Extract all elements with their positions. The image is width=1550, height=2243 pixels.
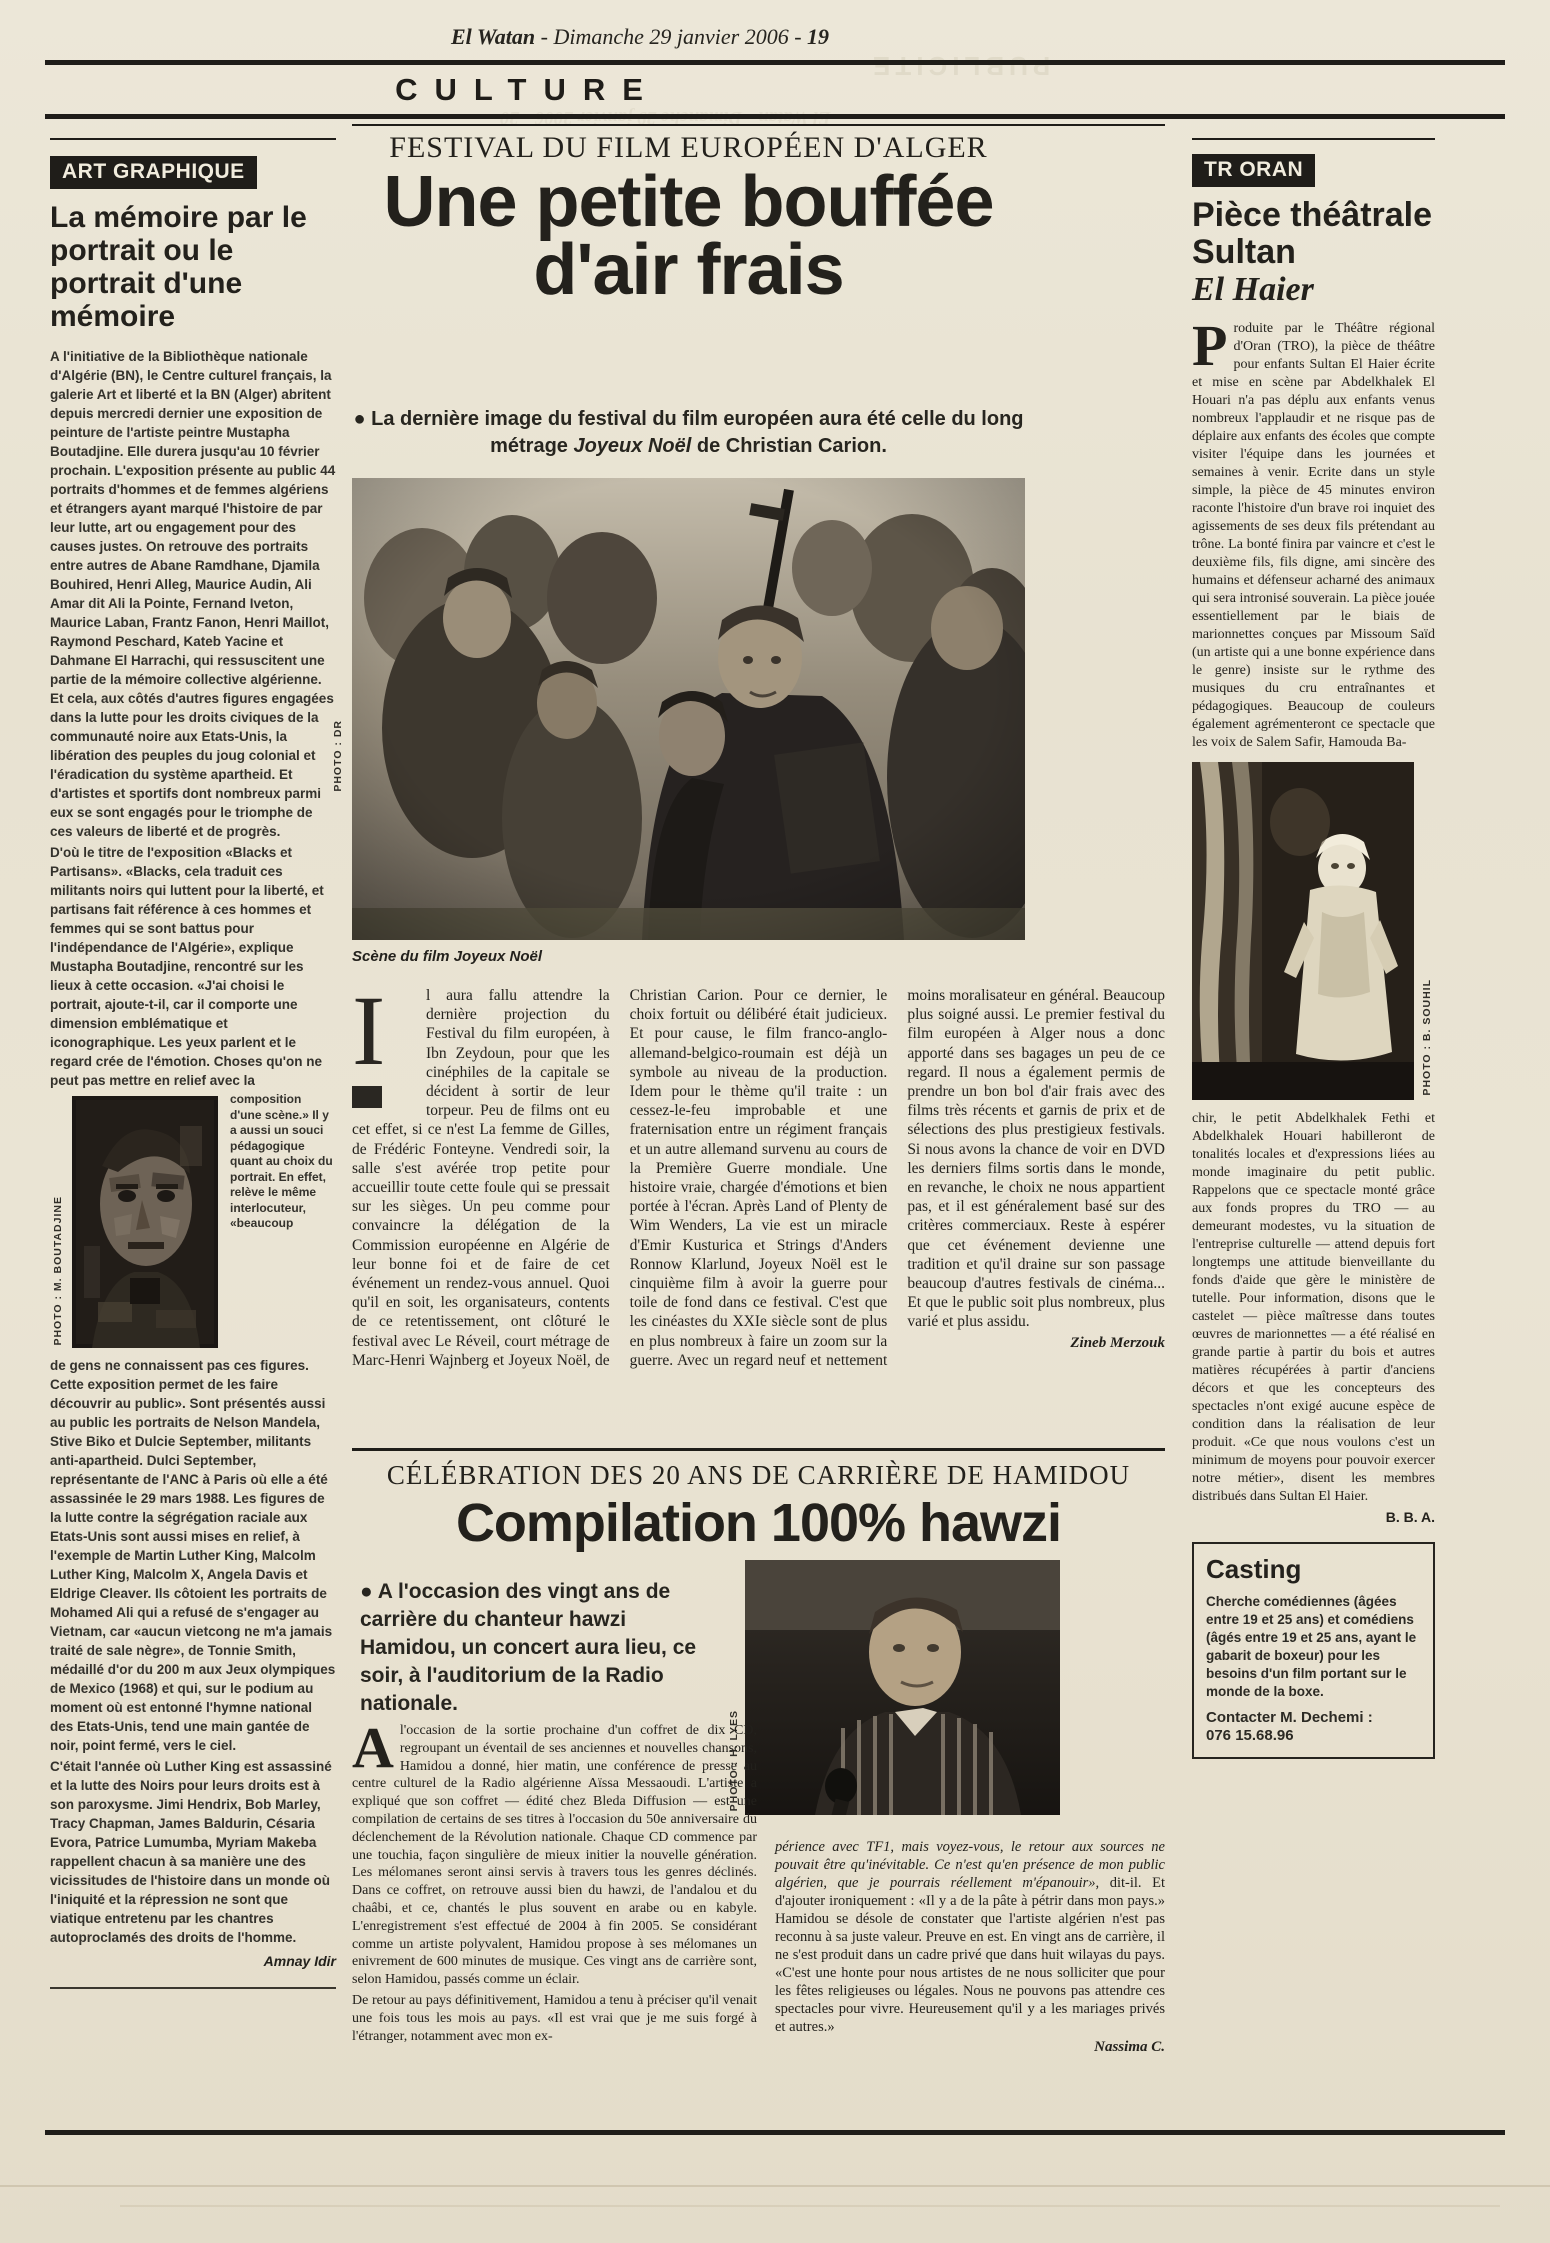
tr-oran-title-italic: El Haier xyxy=(1192,271,1314,308)
photo-credit: PHOTO : H. LYES xyxy=(728,1709,740,1811)
decorative-square xyxy=(352,1086,382,1108)
dropcap-letter: A xyxy=(352,1722,394,1780)
byline-nassima-c: Nassima C. xyxy=(1094,2039,1165,2055)
paragraph: de gens ne connaissent pas ces figures. Cette exposition permet de les faire découvrir au public». Sont présentés aussi au public les portraits de Nelson Mandela, Stive Biko et Dulcie September, militants anti-apartheid. Dulci September, représentante de l'ANC à Paris où elle a été assassinée le 29 mars 1988. Les figures de la lutte contre la ségrégation raciale aux Etats-Unis sont aussi mises en relief, à l'exemple de Martin Luther King, Malcolm Luther King, Malcolm X, Angela Davis et Eldrige Cleaver. Ils côtoient les portraits de Mohamed Ali qui a refusé de s'engager au Vietnam, car «aucun vietcong ne m'a jamais traité de sale nègre», de Tonnie Smith, médaillé d'or du 200 m aux Jeux olympiques de Mexico (1968) et qui, sur le podium au moment où est entonné l'hymne national des Etats-Unis, tend une main gantée de noir, point fermé, vers le ciel. xyxy=(50,1358,336,1753)
festival-photo-caption: Scène du film Joyeux Noël xyxy=(352,948,543,965)
hamidou-col1-text: l'occasion de la sortie prochaine d'un coffret de dix CD, regroupant un éventail de ses anciennes et nouvelles chansons, Hamidou a donné, hier matin, une conférence de presse au centre culturel de la Radio algérienne Aïssa Messaoudi. L'artiste a expliqué que son coffret — édité chez Bleda Diffusion — est une compilation de certains de ses titres à l'occasion du 50e anniversaire du déclenchement de la Révolution nationale. Chaque CD commence par une touchia, façon singulière de mieux initier la nouvelle génération. Les mélomanes seront ainsi servis à travers tous les genres déclinés. Dans ce coffret, on retrouve aussi bien du hawzi, de l'andalou et du chaâbi, et ce, chantés le plus souvent en arabe ou en kabyle. L'enregistrement s'est effectué de 2004 à fin 2005. Se considérant comme un artiste polyvalent, Hamidou propose à ses mélomanes un enivrement de 600 minutes de musique. Ces vingt ans de carrière sont, selon Hamidou, passés comme un éclair. xyxy=(352,1723,757,1988)
hamidou-standfirst: ● A l'occasion des vingt ans de carrière du chanteur hawzi Hamidou, un concert aura lieu, ce soir, à l'auditorium de la Radio nationale. xyxy=(360,1580,697,1715)
header-rule-top xyxy=(45,60,1505,65)
festival-body xyxy=(352,986,1165,1452)
paper-edge-shadow xyxy=(120,2205,1500,2207)
boutadjine-portrait-photo xyxy=(50,1096,220,1348)
header-rule-bottom xyxy=(45,114,1505,119)
paragraph: C'était l'année où Luther King est assassiné et la lutte des Noirs pour leurs droits est à son paroxysme. Jimi Hendrix, Bob Marley, Tracy Chapman, James Baldurin, Césaria Evora, Patrice Lumumba, Myriam Makeba rappellent chacun à sa manière une des vicissitudes de l'histoire dans un monde où l'iniquité et la répression ne sont que viatique entretenu par les chantres autoproclamés des droits de l'homme. xyxy=(50,1759,332,1945)
war-scene-image xyxy=(352,478,1025,940)
casting-phone: 076 15.68.96 xyxy=(1206,1727,1294,1744)
paragraph: A l'initiative de la Bibliothèque nationale d'Algérie (BN), le Centre culturel français, la galerie Art et liberté et la BN (Alger) abritent depuis mercredi dernier une exposition de peinture de l'artiste peintre Mustapha Boutadjine. Elle durera jusqu'au 10 février prochain. L'exposition présente au public 44 portraits d'hommes et de femmes algériens et étrangers ayant marqué l'histoire de par leur lutte, art ou engagement pour des causes justes. On retrouve des portraits entre autres de Abane Ramdhane, Djamila Bouhired, Henri Alleg, Maurice Audin, Ali Amar dit Ali la Pointe, Fernand Iveton, Maurice Laban, Frantz Fanon, Henri Maillot, Raymond Peschard, Kateb Yacine et Dahmane El Harrachi, qui ressuscitent une partie de la mémoire collective algérienne. Et cela, aux côtés d'autres figures engagées dans la lutte pour les droits civiques de la communauté noire aux Etats-Unis, la libération des peuples du joug colonial et l'éradication du système apartheid. Et d'artistes et sportifs dont nombreux parmi eux se sont engagés pour le triomphe de ces valeurs de liberté et de progrès. xyxy=(50,349,336,839)
art-graphique-label: ART GRAPHIQUE xyxy=(50,156,257,189)
left-column-bottom-rule xyxy=(50,1987,336,1989)
masthead-name: El Watan xyxy=(450,24,536,49)
tr-oran-p1: roduite par le Théâtre régional d'Oran (TRO), la pièce de théâtre pour enfants Sultan El Haier écrite et mise en scène par Abdelkhalek El Houari n'a pas déplu aux enfants venus nombreux l'applaudir et ne risque pas de déplaire aux enfants des écoles que compte visiter l'équipe dans les journées et semaines à venir. Ecrite dans un style simple, la pièce de 45 minutes environ raconte l'histoire d'un brave roi inquiet des agissements de ses deux fils prétendant au trône. La bonté finira par vaincre et c'est le deuxième fils, fils digne, ami sincère des humains et défenseur acharné des animaux qui sera intronisé souverain. La pièce jouée essentiellement par le biais de marionnettes conçues par Missoum Saïd (un artiste qui a une bonne expérience dans le genre) insiste sur le rythme des musiques du cru entraînantes et pédagogiques. Beaucoup de couleurs également agrémenteront ce spectacle que les voix de Salem Safir, Hamouda Ba- xyxy=(1192,321,1435,750)
casting-box xyxy=(1192,1542,1435,1759)
hamidou-col1-text2: De retour au pays définitivement, Hamidou a tenu à préciser qu'il venait une fois tous les mois au pays. «Il est vrai que je me suis forgé à l'étranger, notamment avec mon ex- xyxy=(352,1992,757,2044)
joyeux-noel-photo xyxy=(352,478,1025,940)
hamidou-body-col2 xyxy=(775,1838,1165,2056)
paragraph-wrapped: composition d'une scène.» Il y a aussi un souci pédagogique quant au choix du portrait. En effet, relève le même interlocuteur, «beaucoup xyxy=(230,1092,333,1230)
tr-oran-body-part2 xyxy=(1192,1110,1435,1526)
hamidou-kicker: CÉLÉBRATION DES 20 ANS DE CARRIÈRE DE HAMIDOU xyxy=(386,1460,1131,1490)
tr-oran-body-part1 xyxy=(1192,313,1435,752)
festival-top-rule xyxy=(352,124,1165,126)
page-bottom-rule xyxy=(45,2130,1505,2135)
hamidou-col2-quote: périence avec TF1, mais voyez-vous, le retour aux sources ne pouvait être qu'inévitable. Ce n'est qu'en présence de mon public algérien, que je pourrais réellement m'épanouir», xyxy=(775,1839,1165,1891)
hamidou-body-col1 xyxy=(352,1722,757,2142)
festival-standfirst xyxy=(352,406,1025,460)
byline-amnay-idir: Amnay Idir xyxy=(263,1953,336,1969)
article-art-graphique xyxy=(50,138,336,1989)
byline-bba: B. B. A. xyxy=(1385,1509,1435,1525)
festival-headline-line1: Une petite bouffée xyxy=(383,162,994,242)
ghost-publicite: PUBLICITE xyxy=(868,51,1051,81)
photo-credit: PHOTO : DR xyxy=(332,720,344,792)
masthead-date: - Dimanche 29 janvier 2006 - xyxy=(535,24,808,49)
center-divider-rule xyxy=(352,1448,1165,1451)
standfirst-text: ● La dernière image du festival du film européen aura été celle du long métrage xyxy=(353,408,1024,457)
art-graphique-title: La mémoire par le portrait ou le portrait d'une mémoire xyxy=(50,201,307,333)
hamidou-press-image xyxy=(745,1560,1060,1815)
standfirst-film-title: Joyeux Noël xyxy=(573,435,692,457)
photo-credit: PHOTO : B. SOUHIL xyxy=(1421,979,1433,1096)
paper-edge-shadow xyxy=(0,2185,1550,2187)
festival-kicker: FESTIVAL DU FILM EUROPÉEN D'ALGER xyxy=(389,131,988,164)
casting-title: Casting xyxy=(1206,1554,1302,1584)
masthead-page-number: 19 xyxy=(807,24,830,49)
section-title: CULTURE xyxy=(395,72,660,107)
art-graphique-body xyxy=(50,347,336,1947)
hamidou-photo xyxy=(728,1560,1060,1815)
dropcap-letter: P xyxy=(1192,313,1228,378)
tr-oran-title xyxy=(1192,197,1435,308)
festival-headline xyxy=(352,162,1025,310)
portrait-artwork-image xyxy=(72,1096,218,1348)
masthead xyxy=(200,24,1080,50)
dropcap-letter: I xyxy=(352,986,386,1086)
left-column-rule xyxy=(50,138,336,140)
dropcap-block xyxy=(352,986,418,1108)
puppet-stage-image xyxy=(1192,762,1414,1100)
byline-zineb-merzouk: Zineb Merzouk xyxy=(1070,1334,1165,1351)
tr-oran-label: TR ORAN xyxy=(1192,154,1315,187)
tr-oran-title-main: Pièce théâtrale Sultan xyxy=(1192,196,1433,271)
hamidou-col2-text: dit-il. Et d'ajouter ironiquement : «Il y a de la pâte à pétrir dans mon pays.» Hamidou se désole de constater que l'artiste algérien n'est pas reconnu à sa juste valeur. Preuve en est. En vingt ans de carrière, il ne s'est produit dans un cadre privé que dans huit wilayas du pays. «C'est une honte pour nous artistes de ne nous solliciter que pour les fêtes religieuses ou légales. Nous ne pouvons pas attendre ces spectacles pour vivre. Heureusement qu'il y a les mariages privés et autres.» xyxy=(775,1875,1165,2035)
festival-body-text: l aura fallu attendre la dernière projection du Festival du film européen, à Ibn Zeydoun, pour que les cinéphiles de la capitale se décident à sortir de leur torpeur. Peu de films ont eu cet effet, si ce n'est La femme de Gilles, de Frédéric Fonteyne. Vendredi soir, la salle s'est avérée trop petite pour accueillir toute cette foule qui se pressait sur les sièges. Un peu comme pour convaincre la délégation de la Commission européenne en Algérie de leur bonne foi et de faire de cet événement un rendez-vous annuel. Quoi qu'il en soit, les organisateurs, contents de ce retentissement, ont clôturé le festival avec Le Réveil, court métrage de Marc-Henri Wajnberg et Joyeux Noël, de Christian Carion. Pour ce dernier, le choix fortuit ou délibéré était judicieux. Et pour cause, le film franco-anglo-allemand-belgico-roumain est déjà un symbole au niveau de la production. Idem pour le thème qu'il traite : un cessez-le-feu improbable et une fraternisation entre un régiment français et un autre allemand survenu au cours de la Première Guerre mondiale. Une histoire vraie, chargée d'émotions et bien portée à l'écran. Après Land of Plenty de Wim Wenders, La vie est un miracle d'Emir Kusturica et Strings d'Anders Ronnow Klarlund, Joyeux Noël est le cinquième film à avoir la guerre pour toile de fond dans ce festival. C'est que les cinéastes du XXIe siècle sont de plus en plus nombreux à faire un zoom sur la guerre. Avec un regard neuf et nettement moins moralisateur en général. Beaucoup plus soigné aussi. Le premier festival du film européen à Alger nous a donc apporté dans ses bagages un peu de ce regard. Il nous a également permis de prendre un bon bol d'air frais avec des films très récents et garnis de prix et de sélections des plus prestigieux festivals. Si nous avons la chance de voir en DVD les derniers films sortis dans le monde, en revanche, le choix ne nous appartient pas, et il est généralement basé sur des critères commerciaux. Reste à espérer que cet événement devienne une tradition et qu'il draine sur son passage beaucoup d'autres festivals de cinéma... Et que le public soit plus nombreux, plus varié et plus assidu. xyxy=(352,987,1165,1369)
standfirst-end: de Christian Carion. xyxy=(696,435,887,457)
casting-contact: Contacter M. Dechemi : xyxy=(1206,1709,1373,1726)
photo-credit: PHOTO : M. BOUTADJINE xyxy=(52,1196,64,1346)
casting-body: Cherche comédiennes (âgées entre 19 et 25 ans) et comédiens (âgés entre 19 et 25 ans, ayant le gabarit de boxeur) pour les besoins d'un film portant sur le monde de la boxe. xyxy=(1206,1594,1417,1699)
festival-headline-line2: d'air frais xyxy=(533,230,844,310)
tr-oran-p2: chir, le petit Abdelkhalek Fethi et Abdelkhalek Houari habilleront de tonalités locales et d'expressions liées au monde imaginaire du petit public. Rappelons que ce spectacle monté grâce aux fonds propres du TRO — au demeurant modestes, vu la situation de l'entreprise culturelle — attend depuis fort longtemps une attitude bienveillante du fonds d'aide que gère le ministère de tutelle. Pour information, disons que le castelet — pièce maîtresse dans toutes œuvres de marionnettes — a été réalisé en grande partie à partir du bois et autres matières récupérées à partir d'anciens décors et que les concepteurs des spectacles n'ont exigé aucune espèce de condition dans la réalisation de leur produit. «Ce que nous voulons c'est un minimum de moyens pour pouvoir exercer notre métier», disent les membres distribués dans Sultan El Haier. xyxy=(1192,1111,1435,1504)
paragraph: D'où le titre de l'exposition «Blacks et Partisans». «Blacks, cela traduit ces militants noirs qui luttent pour la liberté, et partisans fait référence à ces hommes et femmes qui se sont battus pour l'indépendance de l'Algérie», explique Mustapha Boutadjine, rencontré sur les lieux à cette occasion. «J'ai choisi le portrait, ajoute-t-il, car il comporte une dimension emblématique et iconographique. Les yeux parlent et le regard crée de l'émotion. Choses qu'on ne peut pas mettre en relief avec la xyxy=(50,845,324,1088)
hamidou-headline: Compilation 100% hawzi xyxy=(455,1493,1062,1553)
article-tr-oran xyxy=(1192,138,1435,1759)
marionette-photo xyxy=(1192,762,1435,1100)
right-column-rule xyxy=(1192,138,1435,140)
